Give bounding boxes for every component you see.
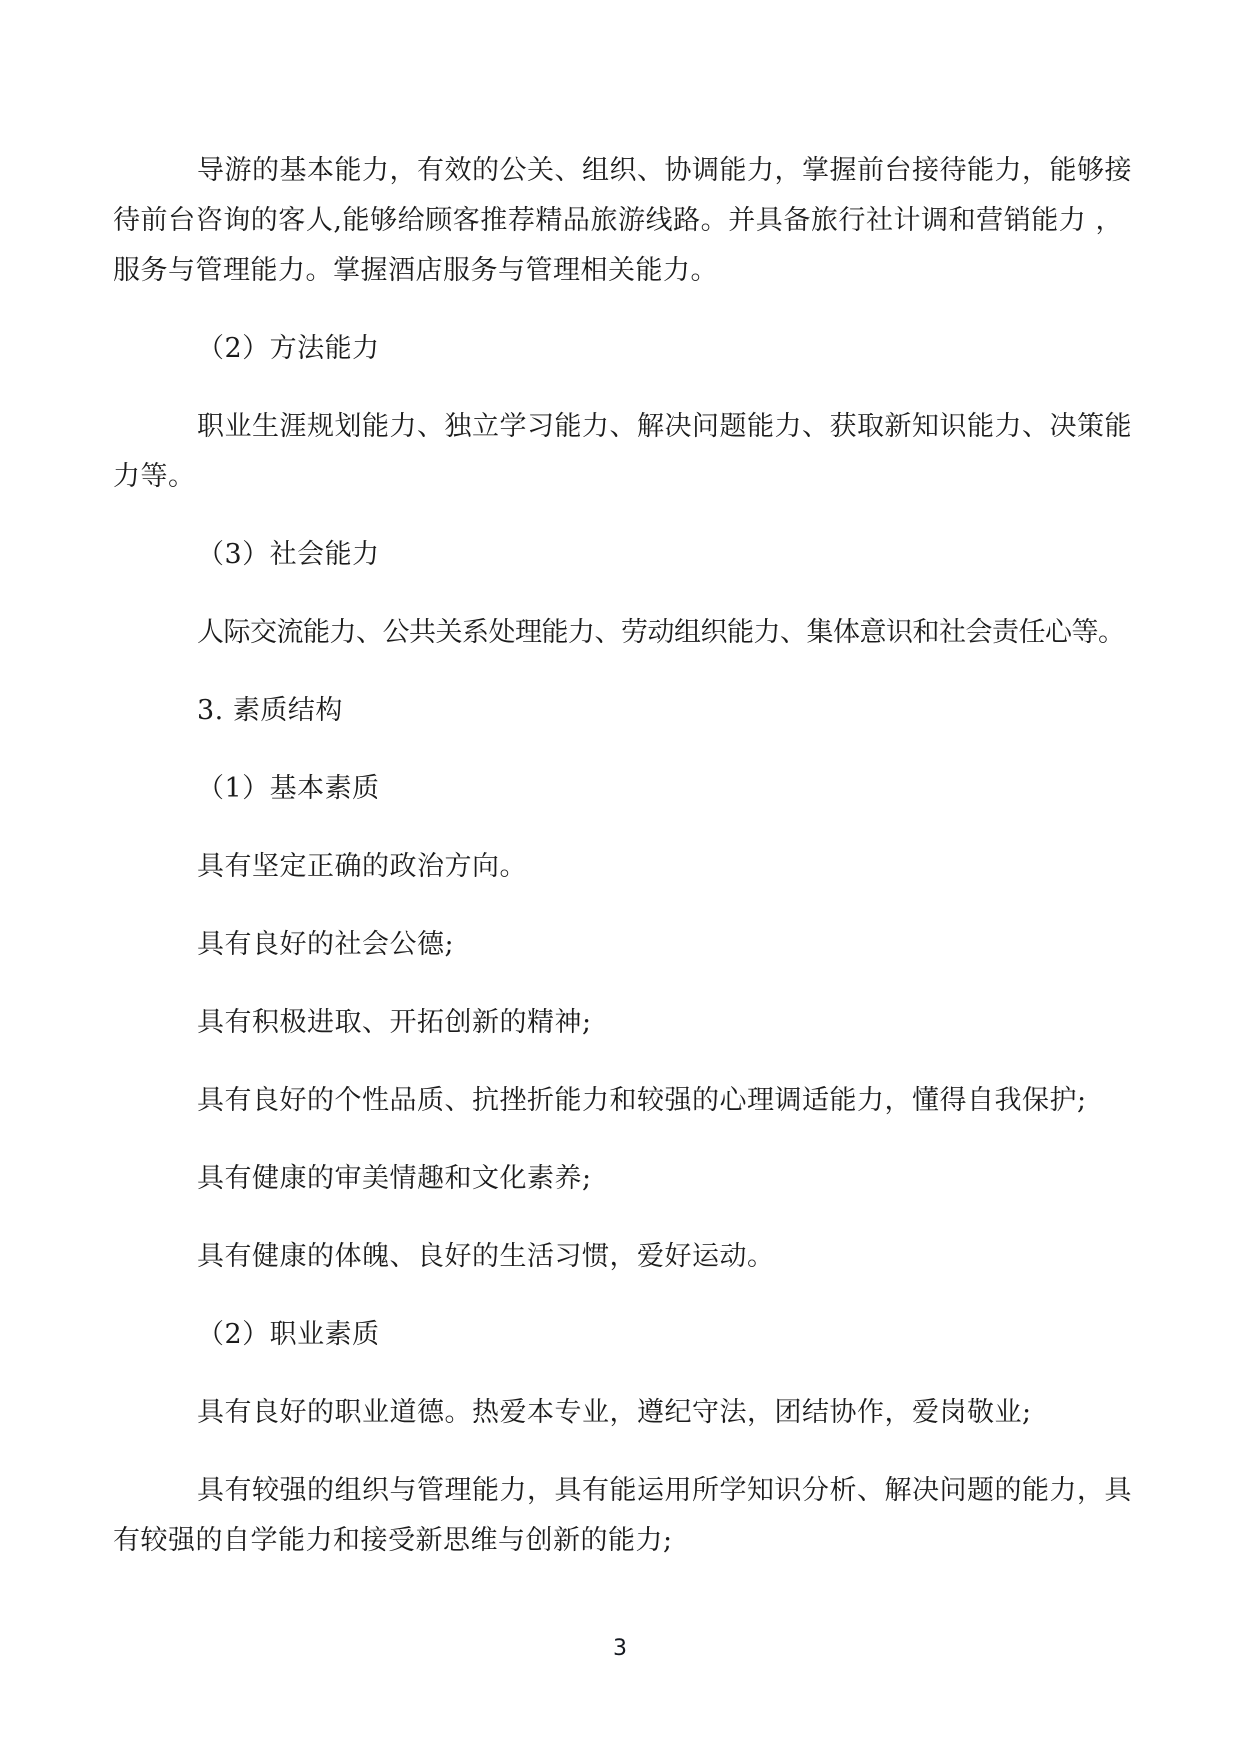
- paragraph: [113, 998, 1123, 1048]
- paragraph: [113, 146, 1132, 296]
- text-line: 具有健康的体魄、良好的生活习惯，爱好运动。: [197, 1241, 775, 1272]
- page-number: 3: [613, 1636, 627, 1661]
- text-line: （3）社会能力: [197, 539, 380, 570]
- paragraph: [113, 764, 1123, 814]
- text-line: 具有较强的组织与管理能力，具有能运用所学知识分析、解决问题的能力，具: [197, 1475, 1132, 1506]
- text-line: 职业生涯规划能力、独立学习能力、解决问题能力、获取新知识能力、决策能: [197, 411, 1132, 442]
- paragraph: [113, 1232, 1123, 1282]
- text-line: 具有良好的个性品质、抗挫折能力和较强的心理调适能力，懂得自我保护;: [197, 1085, 1087, 1116]
- document-body: [113, 146, 1132, 1594]
- text-line: 导游的基本能力，有效的公关、组织、协调能力，掌握前台接待能力，能够接: [197, 155, 1132, 186]
- paragraph: [113, 1076, 1123, 1126]
- text-line: 力等。: [113, 461, 196, 492]
- paragraph: [113, 1466, 1132, 1566]
- text-line: （2）职业素质: [197, 1319, 380, 1350]
- text-line: 有较强的自学能力和接受新思维与创新的能力;: [113, 1525, 673, 1556]
- paragraph: [113, 842, 1123, 892]
- paragraph: [113, 920, 1123, 970]
- text-line: 具有良好的社会公德;: [197, 929, 455, 960]
- paragraph: [113, 1154, 1123, 1204]
- page-footer: [0, 1634, 1240, 1664]
- text-line: 3. 素质结构: [197, 695, 343, 726]
- text-line: 具有良好的职业道德。热爱本专业，遵纪守法，团结协作，爱岗敬业;: [197, 1397, 1032, 1428]
- paragraph: [113, 1310, 1123, 1360]
- paragraph: [113, 324, 1123, 374]
- text-line: 服务与管理能力。掌握酒店服务与管理相关能力。: [113, 255, 718, 286]
- text-line: （2）方法能力: [197, 333, 380, 364]
- text-line: （1）基本素质: [197, 773, 380, 804]
- paragraph: [113, 530, 1123, 580]
- paragraph: [113, 1388, 1123, 1438]
- paragraph: [113, 608, 1123, 658]
- text-line: 待前台咨询的客人,能够给顾客推荐精品旅游线路。并具备旅行社计调和营销能力 ，: [113, 205, 1123, 236]
- text-line: 具有坚定正确的政治方向。: [197, 851, 527, 882]
- text-line: 人际交流能力、公共关系处理能力、劳动组织能力、集体意识和社会责任心等。: [197, 617, 1125, 648]
- text-line: 具有积极进取、开拓创新的精神;: [197, 1007, 592, 1038]
- paragraph: [113, 402, 1132, 502]
- text-line: 具有健康的审美情趣和文化素养;: [197, 1163, 592, 1194]
- paragraph: [113, 686, 1123, 736]
